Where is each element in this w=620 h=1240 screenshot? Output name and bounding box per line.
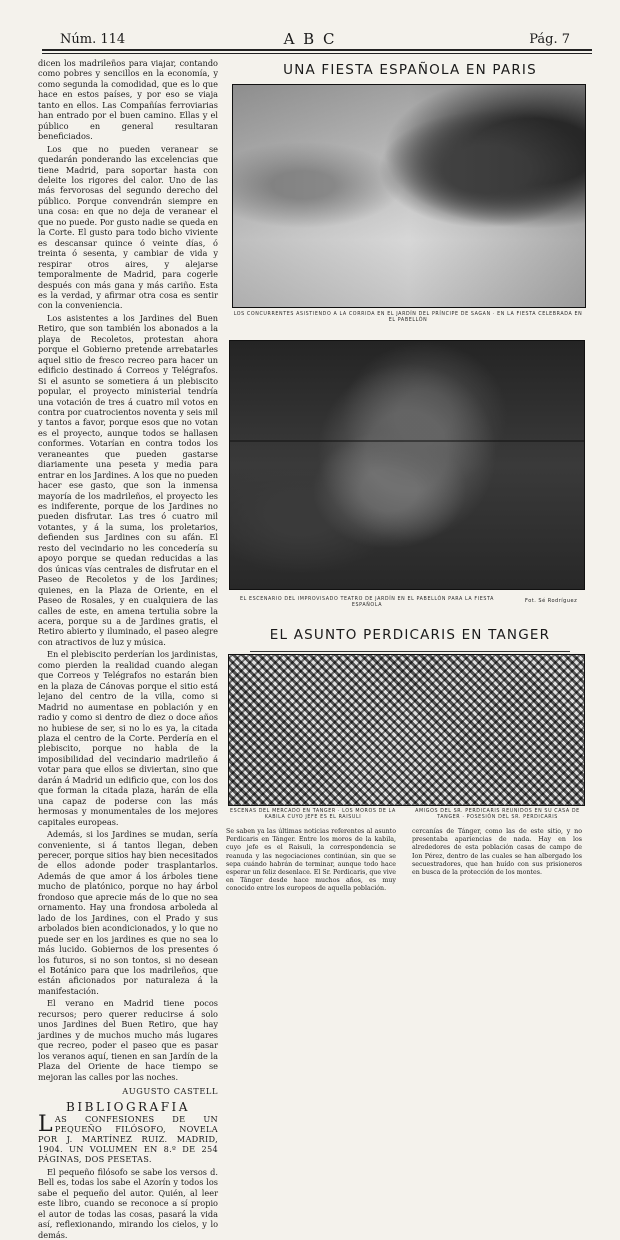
section-rule <box>250 651 570 652</box>
bibliography-heading: BIBLIOGRAFIA <box>66 1100 190 1115</box>
fiesta-section-title: UNA FIESTA ESPAÑOLA EN PARIS <box>283 62 537 78</box>
fiesta-photo-garden <box>232 84 586 308</box>
page-number: Pág. 7 <box>529 32 570 47</box>
header-rule-thin <box>42 53 592 54</box>
article-column <box>38 58 218 1240</box>
drop-cap: L <box>38 1111 53 1137</box>
article-paragraph: dicen los madrileños para viajar, contando como pobres y sencillos en la economía, y como segunda la comodidad, que es lo que hace en estos países, y por eso se viaja tanto en ellos. Las Compañías ferroviarias han entrado por el buen camino. Ellas y el público en general resultaran beneficiados. <box>38 58 218 142</box>
fiesta-photo-stage <box>229 340 585 590</box>
bibliography-entry-title <box>38 1111 218 1164</box>
author-signature: AUGUSTO CASTELL <box>122 1085 218 1096</box>
perdicaris-caption-left: ESCENAS DEL MERCADO EN TANGER · LOS MOROS DE LA KABILA CUYO JEFE ES EL RAISULI <box>230 809 396 821</box>
article-paragraph: El verano en Madrid tiene pocos recursos; pero querer reducirse á solo unos Jardines del Buen Retiro, que hay jardines y de muchos mucho más lugares que recreo, poder el paseo que es pasar los veranos aquí, tienen en san Jardín de la Plaza del Oriente de hace tiempo se mejoran las calles por las noches. <box>38 998 218 1082</box>
issue-number: Núm. 114 <box>60 32 126 47</box>
fiesta-photo-garden-caption: LOS CONCURRENTES ASISTIENDO A LA CORRIDA EN EL JARDÍN DEL PRÍNCIPE DE SAGAN · EN LA FIESTA CELEBRADA EN EL PABELLÓN <box>233 312 583 324</box>
page-header <box>36 28 584 48</box>
article-paragraph: Además, si los Jardines se mudan, sería conveniente, si á tantos llegan, deben perecer, porque sitios hay bien necesitados de ellos adonde poder trasplantarlos. Además de que amor á los árboles tiene mucho de platónico, porque no hay árbol frondoso que aprecie más de lo que no sea ornamento. Hay una frondosa arboleda al lado de los Jardines, con el Prado y sus arbolados bien acondicionados, y lo que no puede ser en los jardines es que no sea lo más lucido. Gobiernos de los presentes ó los futuros, si no son tontos, si no desean el Botánico para que los madrileños, que están aficionados por naturaleza á la manifestación. <box>38 829 218 996</box>
perdicaris-caption-right: AMIGOS DEL SR. PERDICARIS REUNIDOS EN SU CASA DE TANGER · POSESIÓN DEL SR. PERDICARIS <box>415 809 580 821</box>
perdicaris-photo <box>228 654 585 806</box>
article-paragraph: En el plebiscito perderían los jardinistas, como pierden la realidad cuando alegan que Correos y Telégrafos no estarán bien en la plaza de Cánovas porque el sitio está lejano del centro de la villa, como si Madrid no aumentase en población y en radio y como si dentro de diez o doce años no hubiese de ser, si no lo es ya, la citada plaza el centro de la Corte. Perdería en el plebiscito, porque no habla de la imposibilidad del vecindario madrileño á votar para que ellos se diviertan, sino que darán á Madrid un edificio que, con los dos que forman la citada plaza, harán de ella una capaz de poderse con las más hermosas y monumentales de los mejores capitales europeas. <box>38 649 218 827</box>
bibliography-entry-text: AS CONFESIONES DE UN PEQUEÑO FILÓSOFO, NOVELA POR J. MARTÍNEZ RUIZ. MADRID, 1904. UN VOLUMEN EN 8.º DE 254 PÁGINAS, DOS PESETAS. <box>38 1113 218 1164</box>
photo-credit: Fot. Sé Rodríguez <box>525 598 578 604</box>
article-paragraph: Los que no pueden veranear se quedarán ponderando las excelencias que tiene Madrid, para soportar hasta con deleite los rigores del calor. Uno de las más fervorosas del segundo derecho del público. Porque convendrán siempre en una cosa: en que no deja de veranear el que no puede. Por gusto nadie se queda en la Corte. El gusto para todo bicho viviente es descansar quince ó veinte días, ó treinta ó sesenta, y cambiar de vida y respirar otros aires, y alejarse temporalmente de Madrid, para cogerle después con más gana y más cariño. Esta es la verdad, y afirmar otra cosa es sentir con la conveniencia. <box>38 143 218 311</box>
header-rule <box>42 49 592 51</box>
perdicaris-article <box>226 828 586 898</box>
perdicaris-article-col-b: cercanías de Tánger, como las de este sitio, y no presentaba apariencias de nada. Hay en los alrededores de esta población casas de campo de Ion Pérez, dentro de las cuales se han albergado los secuestradores, que han huído con sus prisioneros en busca de la protección de los montes. <box>412 828 582 877</box>
article-paragraph: Los asistentes a los Jardines del Buen Retiro, que son también los abonados a la playa de Recoletos, protestan ahora porque el Gobierno pretende arrebatarles aquel sitio de fresco recreo para hacer un edificio destinado á Correos y Telégrafos. Si el asunto se sometiera á un plebiscito popular, el proyecto ministerial tendría una votación de tres á cuatro mil votos en contra por cuatrocientos noventa y seis mil y tantos a favor, porque esos que no votan es el proyecto, aunque todos se hallasen conformes. Votarían en contra todos los veraneantes que pueden gastarse diariamente una peseta y media para entrar en los Jardines. A los que no pueden hacer ese gasto, que son la inmensa mayoría de los madrileños, el proyecto les es indiferente, porque de los Jardines no pueden disfrutar. Las tres ó cuatro mil votantes, y á la suma, los proletarios, defienden sus Jardines con su afán. El resto del vecindario no les concedería su apoyo porque se quedan reducidas a las dos únicas vías centrales de disfrutar en el Paseo de Recoletos y de los Jardines; quienes, en la Plaza de Oriente, en el Paseo de Rosales, y en cualquiera de las calles de este, en amena tertulia sobre la acera, porque su a de Jardines gratis, el Retiro abierto y iluminado, el paseo alegre con atractivos de luz y música. <box>38 312 218 647</box>
bibliography-review: El pequeño filósofo se sabe los versos d. Bell es, todas los sabe el Azorín y todos los sabe el pequeño del autor. Quién, al leer este libro, cuando se reconoce a sí propio el autor de todas las cosas, pasará la vida así, reflexionando, mirando los cielos, y lo demás. <box>38 1166 218 1240</box>
perdicaris-section-title: EL ASUNTO PERDICARIS EN TANGER <box>269 627 551 643</box>
fiesta-photo-stage-caption: EL ESCENARIO DEL IMPROVISADO TEATRO DE JARDÍN EN EL PABELLÓN PARA LA FIESTA ESPAÑOLA <box>239 597 495 609</box>
perdicaris-article-col-a: Se saben ya las últimas noticias referentes al asunto Perdicaris en Tánger. Entre los moros de la kabila, cuyo jefe es el Raisuli, la correspondencia se reanuda y las negociaciones continúan, sin que se sepa cuándo habrán de terminar, aunque todo hace esperar un feliz desenlace. El Sr. Perdicaris, que vive en Tánger desde hace muchos años, es muy conocido entre los europeos de aquella población. <box>226 828 396 893</box>
masthead-title: A B C <box>283 30 337 48</box>
